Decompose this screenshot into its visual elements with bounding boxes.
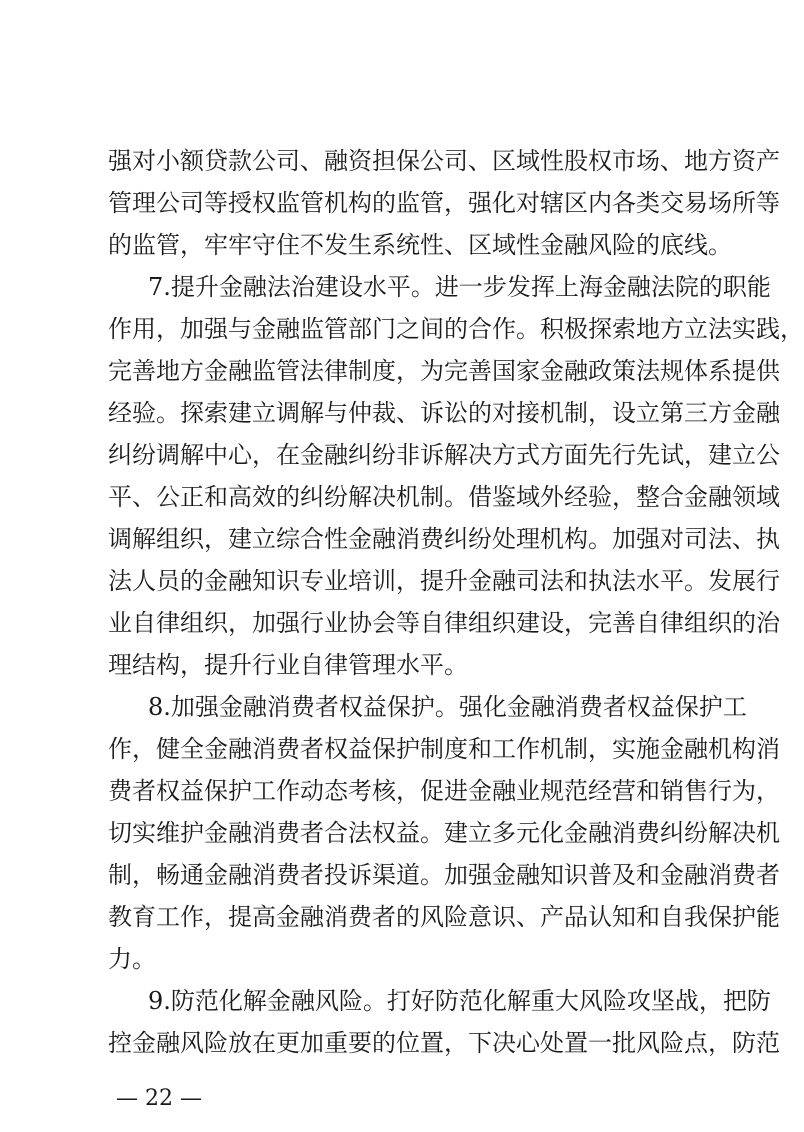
text-line: 经验。探索建立调解与仲裁、诉讼的对接机制，设立第三方金融 <box>108 399 780 427</box>
section-heading-line: 7.提升金融法治建设水平。进一步发挥上海金融法院的职能 <box>148 273 771 301</box>
text-line: 制，畅通金融消费者投诉渠道。加强金融知识普及和金融消费者 <box>108 861 780 889</box>
text-line: 管理公司等授权监管机构的监管，强化对辖区内各类交易场所等 <box>108 189 780 217</box>
text-line: 完善地方金融监管法律制度，为完善国家金融政策法规体系提供 <box>108 357 780 385</box>
text-line: 控金融风险放在更加重要的位置，下决心处置一批风险点，防范 <box>108 1029 780 1057</box>
text-line: 的监管，牢牢守住不发生系统性、区域性金融风险的底线。 <box>108 231 732 259</box>
page-number: — 22 — <box>116 1086 202 1111</box>
text-line: 法人员的金融知识专业培训，提升金融司法和执法水平。发展行 <box>108 567 780 595</box>
text-line: 调解组织，建立综合性金融消费纠纷处理机构。加强对司法、执 <box>108 525 780 553</box>
text-line: 力。 <box>108 945 156 973</box>
text-line: 理结构，提升行业自律管理水平。 <box>108 651 468 679</box>
section-heading-line: 9.防范化解金融风险。打好防范化解重大风险攻坚战，把防 <box>148 987 771 1015</box>
text-line: 切实维护金融消费者合法权益。建立多元化金融消费纠纷解决机 <box>108 819 780 847</box>
text-line: 平、公正和高效的纠纷解决机制。借鉴域外经验，整合金融领域 <box>108 483 780 511</box>
text-line: 业自律组织，加强行业协会等自律组织建设，完善自律组织的治 <box>108 609 780 637</box>
text-line: 纠纷调解中心，在金融纠纷非诉解决方式方面先行先试，建立公 <box>108 441 780 469</box>
text-line: 作用，加强与金融监管部门之间的合作。积极探索地方立法实践， <box>108 315 804 343</box>
text-line: 强对小额贷款公司、融资担保公司、区域性股权市场、地方资产 <box>108 147 780 175</box>
text-line: 费者权益保护工作动态考核，促进金融业规范经营和销售行为， <box>108 777 780 805</box>
section-heading-line: 8.加强金融消费者权益保护。强化金融消费者权益保护工 <box>148 693 747 721</box>
text-line: 作，健全金融消费者权益保护制度和工作机制，实施金融机构消 <box>108 735 780 763</box>
text-line: 教育工作，提高金融消费者的风险意识、产品认知和自我保护能 <box>108 903 780 931</box>
